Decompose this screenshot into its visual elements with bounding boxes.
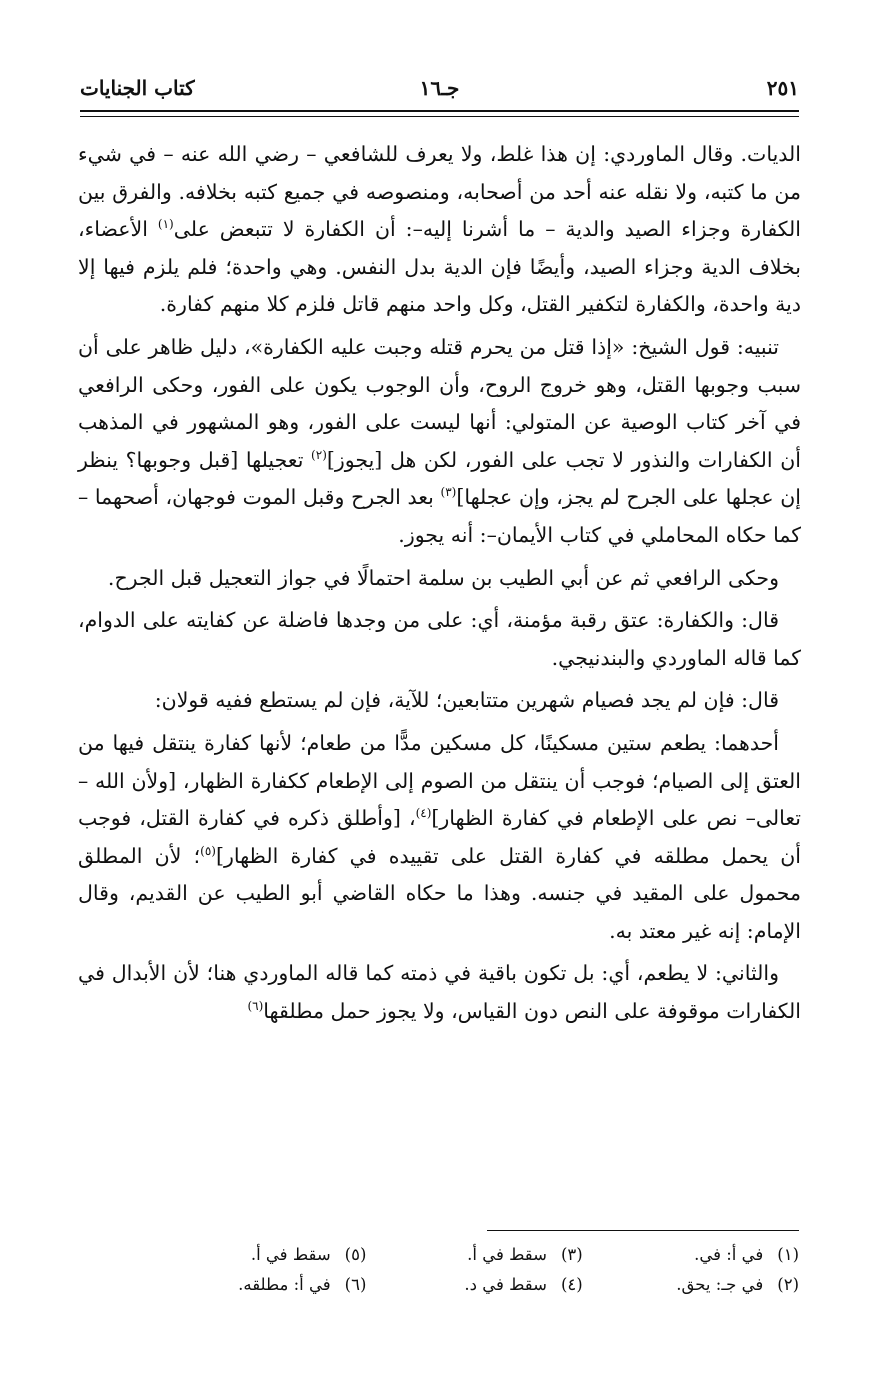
paragraph bbox=[78, 136, 801, 324]
text-segment: الأعضاء، بخلاف الدية وجزاء الصيد، وأيضًا فإن الدية بدل النفس. وهي واحدة؛ فلم يلزم فيها إلا دية واحدة، والكفارة لتكفير القتل، وكل واحد منهم قاتل فلزم كلا منهم كفارة. bbox=[78, 217, 801, 317]
footnote-marker: (١) bbox=[157, 217, 174, 232]
footnote-text: في جـ: يحق. bbox=[676, 1275, 764, 1294]
footnote-text: سقط في أ. bbox=[467, 1245, 547, 1264]
text-segment: قال: فإن لم يجد فصيام شهرين متتابعين؛ للآية، فإن لم يستطع ففيه قولان: bbox=[154, 688, 779, 713]
main-text bbox=[78, 136, 801, 1036]
footnote-marker: (٦) bbox=[247, 999, 264, 1014]
running-header bbox=[80, 72, 799, 106]
text-segment: تنبيه: قول الشيخ: «إذا قتل من يحرم قتله وجبت عليه الكفارة»، دليل ظاهر على أن سبب وجوبها القتل، وهو خروج الروح، وأن الوجوب يكون على الفور، وحكى الرافعي في آخر كتاب الوصية عن المتولي: أنها ليست على الفور، وهو المشهور في المذهب أن الكفارات والنذور لا تجب على الفور، لكن هل [يجوز] bbox=[78, 334, 801, 472]
footnotes bbox=[150, 1240, 799, 1300]
footnote-marker: (٢) bbox=[311, 447, 327, 462]
footnote-number: (٣) bbox=[560, 1245, 583, 1264]
footnote-number: (٤) bbox=[560, 1275, 583, 1294]
footnote-separator bbox=[487, 1230, 799, 1231]
page-number: ٢٥١ bbox=[766, 76, 799, 100]
text-segment: ؛ لأن المطلق محمول على المقيد في جنسه. وهذا ما حكاه القاضي أبو الطيب عن القديم، وقال الإمام: إنه غير معتد به. bbox=[78, 843, 801, 943]
footnote-row bbox=[150, 1270, 799, 1300]
paragraph bbox=[78, 725, 801, 951]
footnote-4 bbox=[366, 1270, 582, 1300]
footnote-marker: (٤) bbox=[415, 806, 432, 821]
footnote-text: سقط في أ. bbox=[250, 1245, 331, 1264]
footnote-text: في أ: مطلقه. bbox=[238, 1275, 331, 1294]
footnote-3 bbox=[366, 1240, 582, 1270]
footnote-1 bbox=[583, 1240, 799, 1270]
paragraph bbox=[78, 682, 801, 720]
text-segment: وحكى الرافعي ثم عن أبي الطيب بن سلمة احتمالًا في جواز التعجيل قبل الجرح. bbox=[107, 565, 779, 590]
footnote-number: (١) bbox=[777, 1245, 799, 1264]
footnote-text: سقط في د. bbox=[464, 1275, 547, 1294]
footnote-marker: (٣) bbox=[440, 485, 457, 500]
footnote-text: في أ: في. bbox=[694, 1245, 764, 1264]
text-segment: والثاني: لا يطعم، أي: بل تكون باقية في ذمته كما قاله الماوردي هنا؛ لأن الأبدال في الكفارات موقوفة على النص دون القياس، ولا يجوز حمل مطلقها bbox=[78, 961, 801, 1024]
volume-number: جـ١٦ bbox=[419, 76, 460, 100]
text-segment: ، [وأطلق ذكره في كفارة القتل، فوجب أن يحمل مطلقه في كفارة القتل على تقييده في كفارة الظهار] bbox=[78, 806, 801, 868]
paragraph bbox=[78, 560, 801, 598]
footnote-number: (٢) bbox=[777, 1275, 799, 1294]
text-segment: أحدهما: يطعم ستين مسكينًا، كل مسكين مدًّا من طعام؛ لأنها كفارة ينتقل فيها من العتق إلى الصيام؛ فوجب أن ينتقل من الصوم إلى الإطعام ككفارة الظهار، [ولأن الله – تعالى– نص على الإطعام في كفارة الظهار] bbox=[78, 730, 801, 831]
text-segment: تعجيلها [قبل وجوبها؟ ينظر إن عجلها على الجرح لم يجز، وإن عجلها] bbox=[78, 447, 801, 510]
footnote-2 bbox=[583, 1270, 799, 1300]
book-title: كتاب الجنايات bbox=[80, 76, 195, 100]
text-segment: الديات. وقال الماوردي: إن هذا غلط، ولا يعرف للشافعي – رضي الله عنه – في شيء من ما كتبه، ولا نقله عنه أحد من أصحابه، ومنصوصه في جميع كتبه بخلافه. والفرق بين الكفارة وجزاء الصيد والدية – ما أشرنا إليه–: أن الكفارة لا تتبعض على bbox=[78, 142, 802, 242]
footnote-6 bbox=[150, 1270, 366, 1300]
header-rule-thin bbox=[80, 116, 799, 117]
paragraph bbox=[78, 602, 801, 677]
text-segment: قال: والكفارة: عتق رقبة مؤمنة، أي: على من وجدها فاضلة عن كفايته على الدوام، كما قاله الماوردي والبندنيجي. bbox=[78, 608, 801, 670]
footnote-marker: (٥) bbox=[200, 843, 216, 858]
footnote-5 bbox=[150, 1240, 366, 1270]
paragraph bbox=[78, 329, 801, 555]
footnote-number: (٥) bbox=[344, 1245, 367, 1264]
footnote-row bbox=[150, 1240, 799, 1270]
paragraph bbox=[78, 955, 801, 1030]
header-rule-thick bbox=[80, 110, 799, 112]
footnote-number: (٦) bbox=[344, 1275, 367, 1294]
text-segment: بعد الجرح وقبل الموت فوجهان، أصحهما – كما حكاه المحاملي في كتاب الأيمان–: أنه يجوز. bbox=[78, 485, 801, 547]
